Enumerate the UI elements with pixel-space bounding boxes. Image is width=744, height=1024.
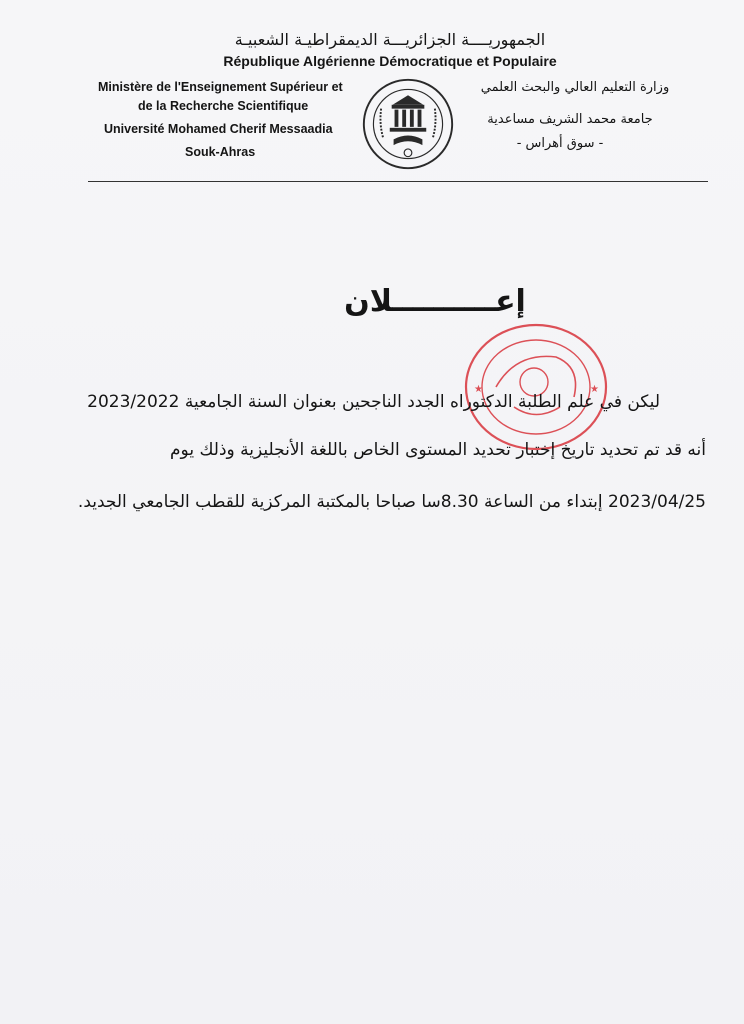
announcement-line-3: 2023/04/25 إبتداء من الساعة 8.30سا صباحا بالمكتبة المركزية للقطب الجامعي الجديد. bbox=[77, 492, 706, 512]
svg-text:★: ★ bbox=[474, 384, 483, 395]
header-divider bbox=[88, 181, 708, 182]
university-seal-icon bbox=[360, 76, 456, 172]
announcement-line-2: أنه قد تم تحديد تاريخ إختبار تحديد المستوى الخاص باللغة الأنجليزية وذلك يوم bbox=[170, 440, 706, 460]
university-ar-name: جامعة محمد الشريف مساعدية bbox=[487, 112, 653, 127]
announcement-line-1: ليكن في علم الطلبة الدكتوراه الجدد الناجحين بعنوان السنة الجامعية 2023/2022 bbox=[87, 392, 660, 412]
arabic-republic-header: الجمهوريــــة الجزائريـــة الديمقراطيـة الشعبيـة bbox=[234, 30, 546, 49]
ministry-ar-name: وزارة التعليم العالي والبحث العلمي bbox=[480, 80, 670, 95]
french-republic-header: République Algérienne Démocratique et Populaire bbox=[223, 53, 557, 69]
university-fr-city: Souk-Ahras bbox=[185, 145, 256, 159]
svg-text:★: ★ bbox=[590, 384, 599, 395]
ministry-fr-line-2: de la Recherche Scientifique bbox=[138, 99, 309, 113]
university-ar-city: - سوق أهراس - bbox=[516, 136, 604, 151]
announcement-title: إعــــــــــلان bbox=[344, 284, 526, 319]
ministry-fr-line-1: Ministère de l'Enseignement Supérieur et bbox=[98, 80, 343, 94]
university-fr-name: Université Mohamed Cherif Messaadia bbox=[104, 122, 333, 136]
